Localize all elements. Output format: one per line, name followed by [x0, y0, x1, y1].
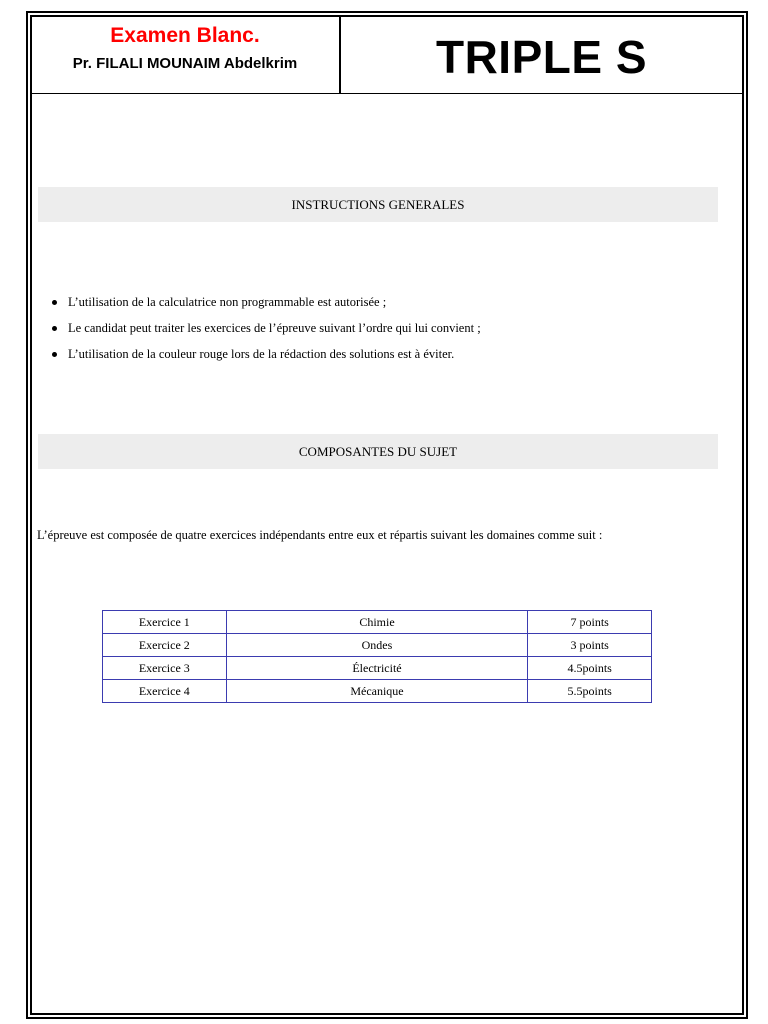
points-cell: 4.5points [528, 657, 652, 680]
points-cell: 3 points [528, 634, 652, 657]
exercise-cell: Exercice 3 [103, 657, 227, 680]
points-cell: 7 points [528, 611, 652, 634]
exercise-cell: Exercice 1 [103, 611, 227, 634]
exam-title: Examen Blanc. [110, 24, 260, 47]
instruction-item [50, 289, 481, 315]
composantes-heading: COMPOSANTES DU SUJET [38, 434, 718, 469]
instruction-text: L’utilisation de la calculatrice non programmable est autorisée ; [68, 295, 387, 309]
instruction-text: L’utilisation de la couleur rouge lors de la rédaction des solutions est à éviter. [68, 347, 455, 361]
table-row [103, 611, 652, 634]
points-cell: 5.5points [528, 680, 652, 703]
table-row [103, 634, 652, 657]
instruction-item [50, 315, 481, 341]
bullet-icon [52, 352, 57, 357]
table-row [103, 657, 652, 680]
domain-cell: Mécanique [226, 680, 528, 703]
brand-title: TRIPLE S [435, 31, 648, 83]
domain-cell: Chimie [226, 611, 528, 634]
exercise-cell: Exercice 4 [103, 680, 227, 703]
bullet-icon [52, 326, 57, 331]
instruction-item [50, 341, 481, 367]
instructions-list [50, 289, 481, 367]
table-row [103, 680, 652, 703]
author-name: Pr. FILALI MOUNAIM Abdelkrim [72, 55, 298, 72]
instructions-heading: INSTRUCTIONS GENERALES [38, 187, 718, 222]
exercise-table [102, 610, 652, 703]
domain-cell: Ondes [226, 634, 528, 657]
page-border-inner [30, 15, 744, 1015]
domain-cell: Électricité [226, 657, 528, 680]
composantes-intro: L’épreuve est composée de quatre exercices indépendants entre eux et répartis suivant les domaines comme suit : [37, 528, 603, 542]
bullet-icon [52, 300, 57, 305]
instruction-text: Le candidat peut traiter les exercices de l’épreuve suivant l’ordre qui lui convient ; [68, 321, 481, 335]
exercise-cell: Exercice 2 [103, 634, 227, 657]
